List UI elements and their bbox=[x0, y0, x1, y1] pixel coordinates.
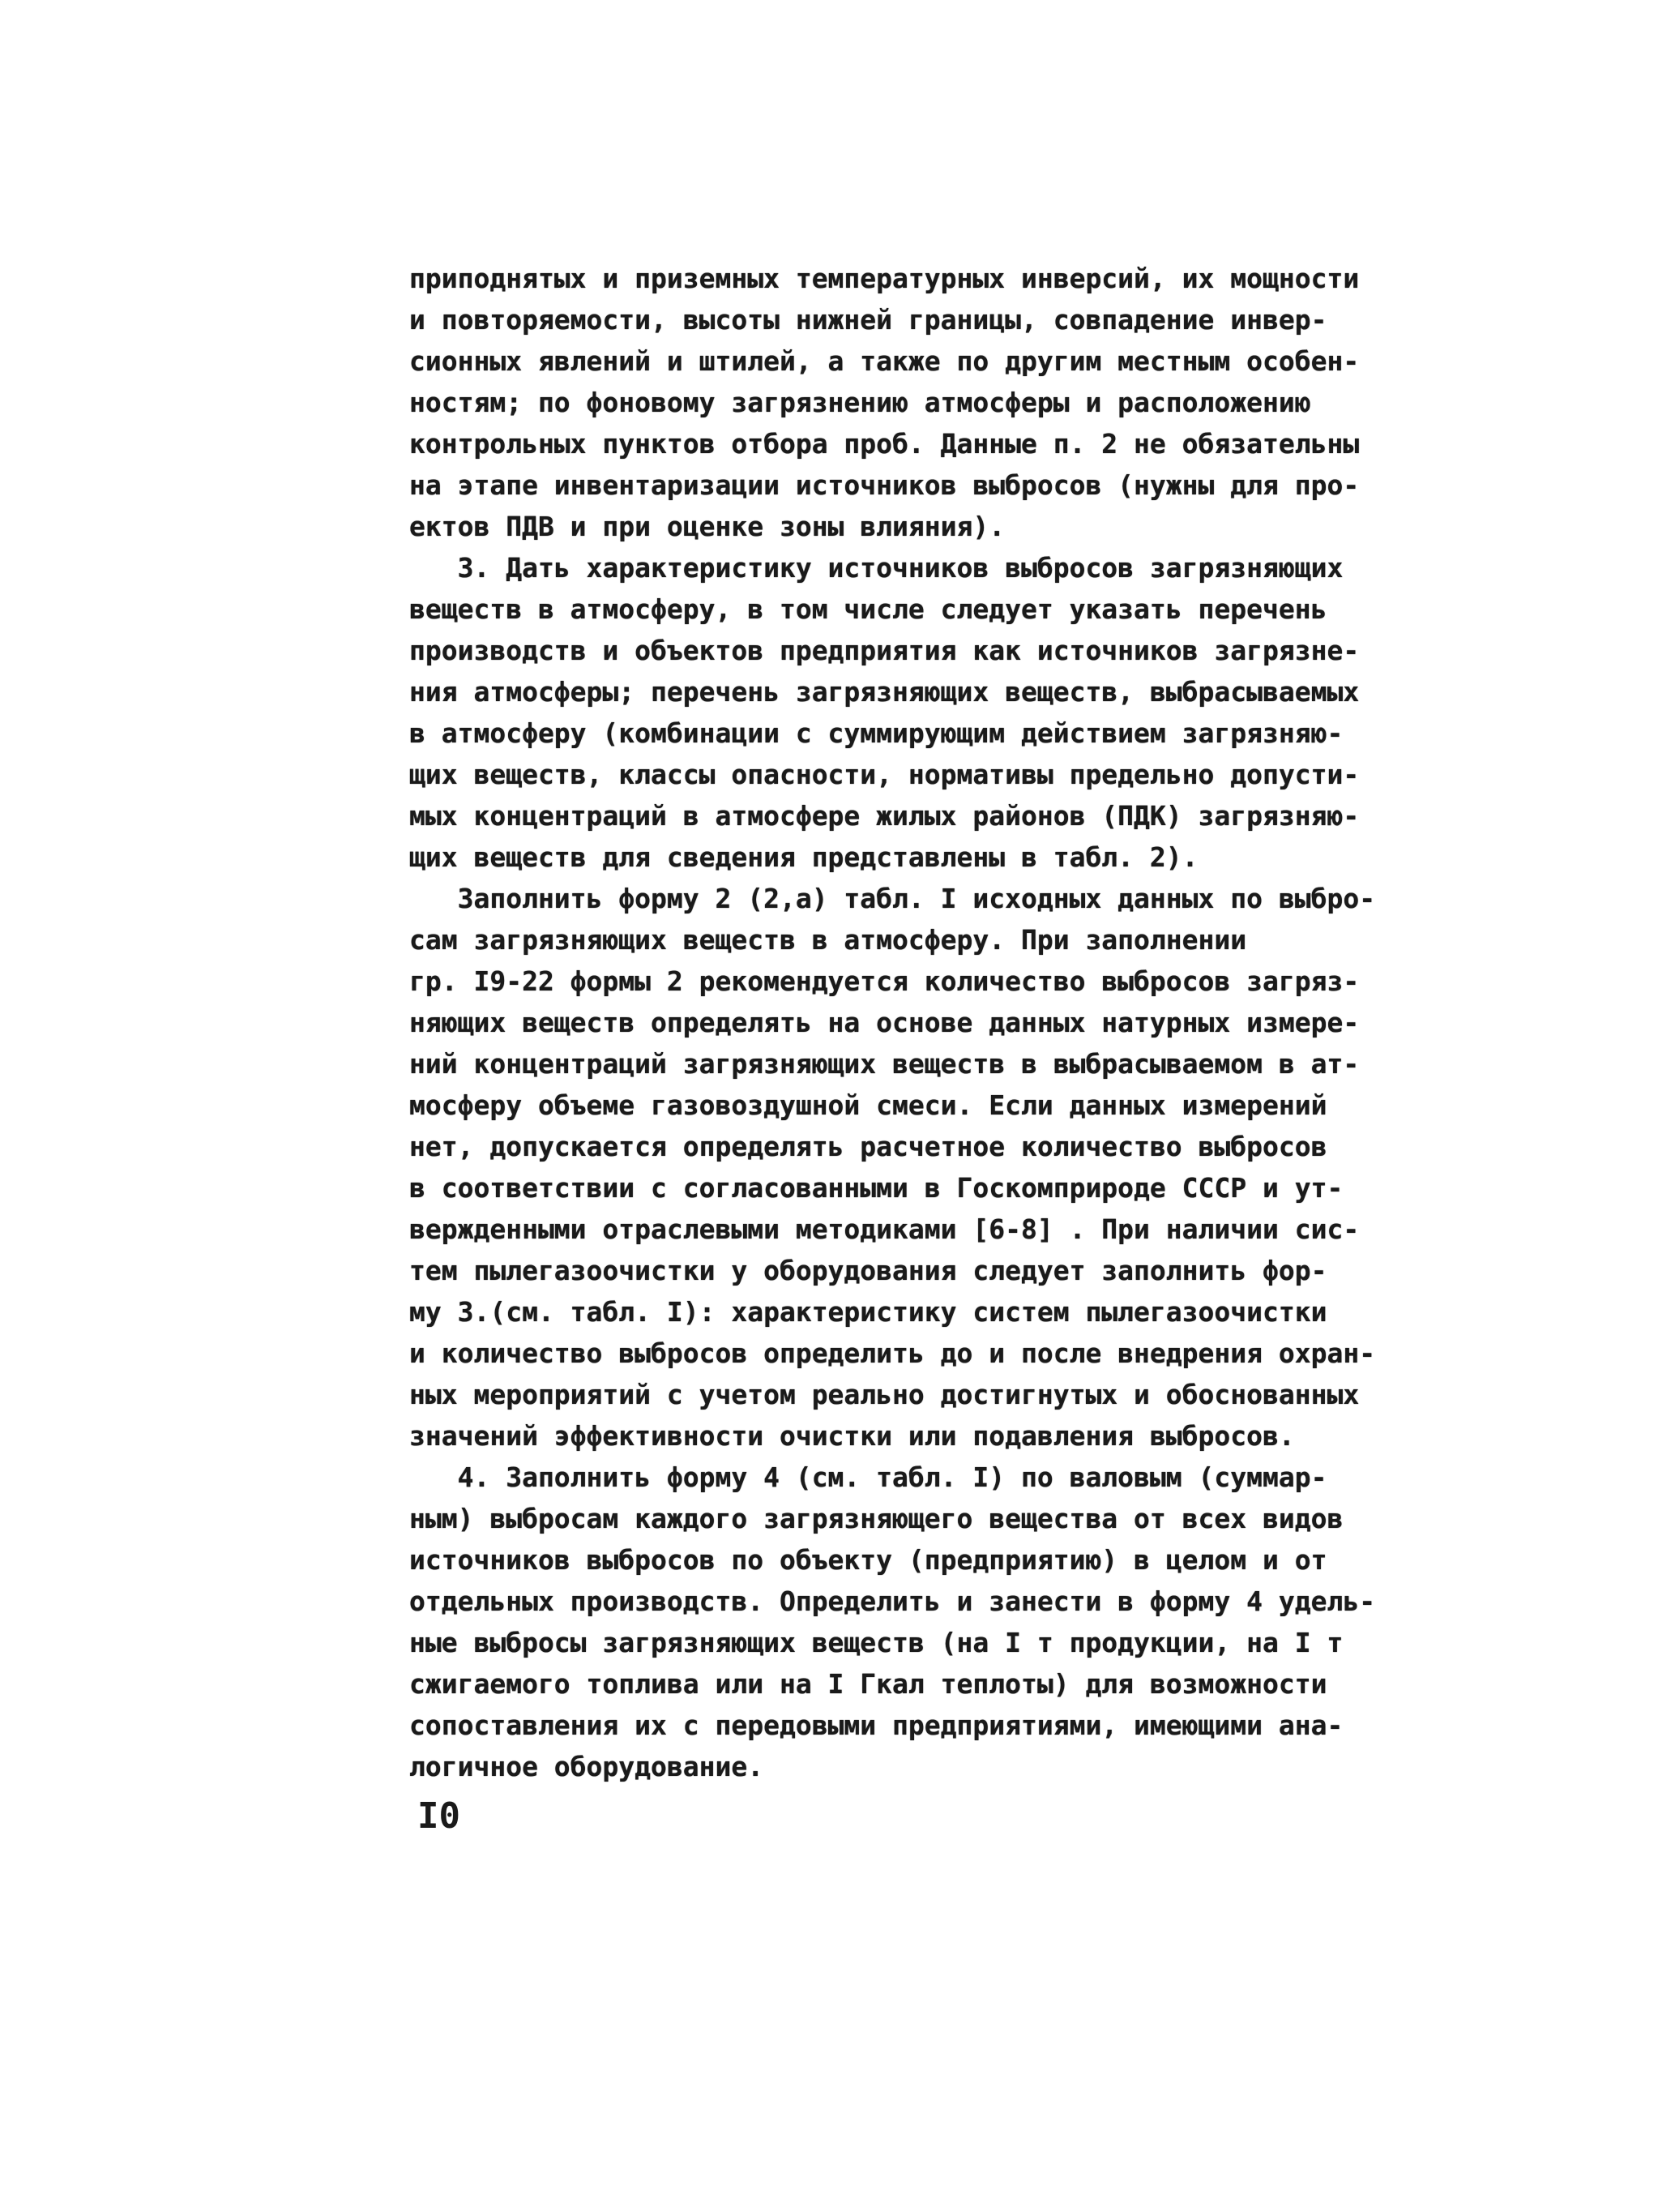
text-line: ных мероприятий с учетом реально достигнутых и обоснованных bbox=[409, 1379, 1360, 1410]
text-line: отдельных производств. Определить и занести в форму 4 удель- bbox=[409, 1585, 1376, 1617]
text-line: значений эффективности очистки или подавления выбросов. bbox=[409, 1420, 1295, 1452]
text-line: в атмосферу (комбинации с суммирующим действием загрязняю- bbox=[409, 717, 1344, 749]
text-line: мых концентраций в атмосфере жилых районов (ПДК) загрязняю- bbox=[409, 800, 1360, 832]
text-line: му 3.(см. табл. I): характеристику систем пылегазоочистки bbox=[409, 1296, 1327, 1328]
text-line: 4. Заполнить форму 4 (см. табл. I) по валовым (суммар- bbox=[409, 1461, 1327, 1493]
text-line: тем пылегазоочистки у оборудования следует заполнить фор- bbox=[409, 1255, 1327, 1286]
text-line: и повторяемости, высоты нижней границы, совпадение инвер- bbox=[409, 304, 1327, 336]
text-line: ектов ПДВ и при оценке зоны влияния). bbox=[409, 511, 1006, 542]
page-number: I0 bbox=[417, 1795, 460, 1837]
text-line: контрольных пунктов отбора проб. Данные п. 2 не обязательны bbox=[409, 428, 1360, 460]
text-line: приподнятых и приземных температурных инверсий, их мощности bbox=[409, 263, 1360, 294]
text-line: щих веществ, классы опасности, нормативы предельно допусти- bbox=[409, 759, 1360, 790]
text-line: ным) выбросам каждого загрязняющего вещества от всех видов bbox=[409, 1503, 1344, 1534]
text-line: логичное оборудование. bbox=[409, 1751, 764, 1782]
text-line: мосферу объеме газовоздушной смеси. Если данных измерений bbox=[409, 1089, 1327, 1121]
text-line: ния атмосферы; перечень загрязняющих веществ, выбрасываемых bbox=[409, 676, 1360, 708]
text-line: вержденными отраслевыми методиками [6-8] . При наличии сис- bbox=[409, 1213, 1360, 1245]
text-line: и количество выбросов определить до и после внедрения охран- bbox=[409, 1337, 1376, 1369]
text-line: на этапе инвентаризации источников выбросов (нужны для про- bbox=[409, 469, 1360, 501]
text-line: сопоставления их с передовыми предприятиями, имеющими ана- bbox=[409, 1709, 1344, 1741]
text-line: производств и объектов предприятия как источников загрязне- bbox=[409, 635, 1360, 666]
text-line: нет, допускается определять расчетное количество выбросов bbox=[409, 1131, 1327, 1162]
text-line: ные выбросы загрязняющих веществ (на I т продукции, на I т bbox=[409, 1627, 1344, 1658]
text-line: сам загрязняющих веществ в атмосферу. При заполнении bbox=[409, 924, 1247, 956]
text-line: Заполнить форму 2 (2,а) табл. I исходных данных по выбро- bbox=[409, 883, 1376, 914]
text-line: щих веществ для сведения представлены в табл. 2). bbox=[409, 841, 1199, 873]
text-line: веществ в атмосферу, в том числе следует указать перечень bbox=[409, 593, 1327, 625]
text-line: сионных явлений и штилей, а также по другим местным особен- bbox=[409, 345, 1360, 377]
text-line: 3. Дать характеристику источников выбросов загрязняющих bbox=[409, 552, 1344, 584]
text-line: ностям; по фоновому загрязнению атмосферы и расположению bbox=[409, 387, 1311, 418]
document-body bbox=[409, 258, 1422, 1787]
text-line: сжигаемого топлива или на I Гкал теплоты) для возможности bbox=[409, 1668, 1327, 1700]
text-line: источников выбросов по объекту (предприятию) в целом и от bbox=[409, 1544, 1327, 1576]
text-line: ний концентраций загрязняющих веществ в выбрасываемом в ат- bbox=[409, 1048, 1360, 1080]
text-line: в соответствии с согласованными в Госкомприроде СССР и ут- bbox=[409, 1172, 1344, 1204]
text-line: няющих веществ определять на основе данных натурных измере- bbox=[409, 1007, 1360, 1038]
text-line: гр. I9-22 формы 2 рекомендуется количество выбросов загряз- bbox=[409, 965, 1360, 997]
